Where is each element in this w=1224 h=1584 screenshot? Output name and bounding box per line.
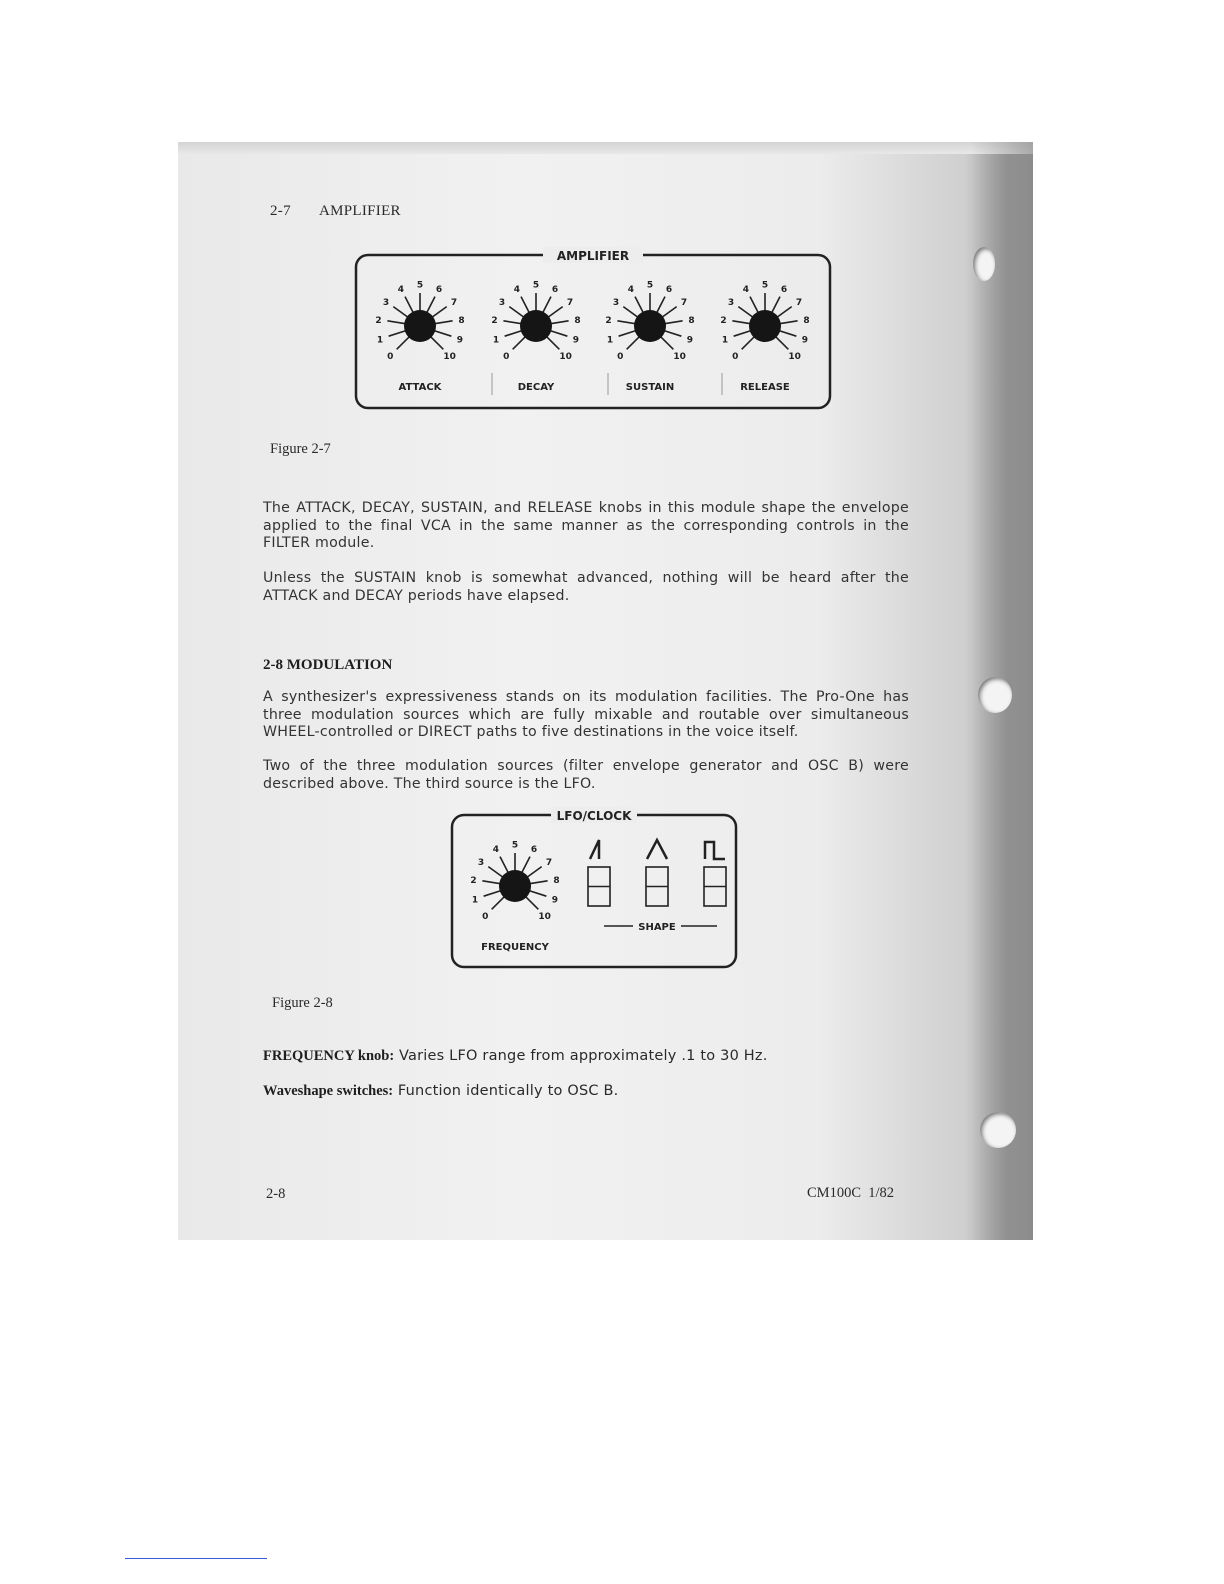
frequency-tick-label: 7 xyxy=(545,857,553,868)
attack-tick-label: 4 xyxy=(397,285,405,296)
frequency-tick-label: 1 xyxy=(471,895,479,906)
release-label: RELEASE xyxy=(740,382,790,393)
attack-tick-label: 1 xyxy=(376,335,384,346)
sustain-tick-label: 8 xyxy=(688,315,695,326)
attack-label: ATTACK xyxy=(398,382,442,393)
definition-text: Varies LFO range from approximately .1 to 30 Hz. xyxy=(394,1048,768,1064)
release-tick-label: 6 xyxy=(780,285,788,296)
definition-frequency xyxy=(263,1048,768,1065)
attack-knob[interactable] xyxy=(375,281,464,394)
document-code: CM100C 1/82 xyxy=(807,1185,895,1201)
decay-tick-label: 6 xyxy=(551,285,559,296)
attack-tick-label: 6 xyxy=(435,285,443,296)
sustain-tick-label: 4 xyxy=(627,285,635,296)
triangle-switch[interactable] xyxy=(646,867,668,906)
sustain-knob[interactable] xyxy=(605,281,694,394)
figure-2-8-caption: Figure 2-8 xyxy=(272,995,333,1011)
figure-2-7-caption: Figure 2-7 xyxy=(270,441,331,457)
sustain-label: SUSTAIN xyxy=(625,382,675,393)
sustain-knob-cap[interactable] xyxy=(634,310,666,342)
decay-tick-label: 5 xyxy=(532,280,540,291)
release-tick-label: 8 xyxy=(803,315,810,326)
sustain-tick-label: 9 xyxy=(686,335,694,346)
attack-tick-label: 3 xyxy=(382,297,390,308)
decay-knob[interactable] xyxy=(491,281,580,394)
sustain-tick-label: 6 xyxy=(665,285,673,296)
frequency-knob-cap[interactable] xyxy=(499,870,531,902)
release-tick-label: 10 xyxy=(788,352,801,363)
section-heading-modulation: 2-8 MODULATION xyxy=(263,657,393,673)
definition-term: Waveshape switches: xyxy=(263,1083,394,1099)
release-tick-label: 7 xyxy=(795,297,803,308)
paragraph-adsr: The ATTACK, DECAY, SUSTAIN, and RELEASE knobs in this module shape the envelope applied to the final VCA in the same manner as the corresponding controls in the FILTER module. xyxy=(263,500,909,551)
sustain-tick-label: 0 xyxy=(617,352,624,363)
release-tick-label: 1 xyxy=(721,335,729,346)
paragraph-lfo-source: Two of the three modulation sources (filter envelope generator and OSC B) were described above. The third source is the LFO. xyxy=(263,758,909,792)
release-tick-label: 0 xyxy=(732,352,739,363)
decay-tick-label: 4 xyxy=(513,285,521,296)
frequency-tick-label: 9 xyxy=(551,895,559,906)
frequency-tick-label: 4 xyxy=(492,845,500,856)
amplifier-panel-title: AMPLIFIER xyxy=(556,249,630,263)
sustain-tick-label: 3 xyxy=(612,297,620,308)
frequency-label: FREQUENCY xyxy=(481,942,549,953)
release-tick-label: 9 xyxy=(801,335,809,346)
square-switch[interactable] xyxy=(704,867,726,906)
link-underline xyxy=(125,1558,267,1559)
sustain-tick-label: 1 xyxy=(606,335,614,346)
scan-top-edge xyxy=(178,142,1033,154)
definition-text: Function identically to OSC B. xyxy=(393,1083,619,1099)
amplifier-panel xyxy=(350,245,836,415)
release-tick-label: 5 xyxy=(761,280,769,291)
decay-tick-label: 8 xyxy=(574,315,581,326)
release-tick-label: 2 xyxy=(720,315,727,326)
release-tick-label: 3 xyxy=(727,297,735,308)
sustain-tick-label: 10 xyxy=(673,352,686,363)
frequency-tick-label: 6 xyxy=(530,845,538,856)
decay-tick-label: 3 xyxy=(498,297,506,308)
sustain-tick-label: 5 xyxy=(646,280,654,291)
binder-hole-top xyxy=(973,247,995,281)
attack-tick-label: 2 xyxy=(375,315,382,326)
attack-tick-label: 8 xyxy=(458,315,465,326)
decay-tick-label: 9 xyxy=(572,335,580,346)
attack-tick-label: 9 xyxy=(456,335,464,346)
lfo-panel-title: LFO/CLOCK xyxy=(556,809,632,823)
sawtooth-switch[interactable] xyxy=(588,867,610,906)
definition-waveshape xyxy=(263,1083,618,1100)
lfo-clock-panel xyxy=(447,806,743,972)
release-knob[interactable] xyxy=(720,281,809,394)
decay-knob-cap[interactable] xyxy=(520,310,552,342)
page-number: 2-8 xyxy=(266,1186,286,1202)
decay-tick-label: 1 xyxy=(492,335,500,346)
definition-term: FREQUENCY knob: xyxy=(263,1048,395,1064)
paragraph-sustain: Unless the SUSTAIN knob is somewhat advanced, nothing will be heard after the ATTACK and DECAY periods have elapsed. xyxy=(263,570,909,604)
binder-hole-bottom xyxy=(980,1112,1016,1148)
sawtooth-icon xyxy=(590,840,599,859)
sustain-tick-label: 2 xyxy=(605,315,612,326)
triangle-icon xyxy=(647,840,667,859)
attack-tick-label: 10 xyxy=(443,352,456,363)
decay-tick-label: 7 xyxy=(566,297,574,308)
sustain-tick-label: 7 xyxy=(680,297,688,308)
paragraph-modulation: A synthesizer's expressiveness stands on its modulation facilities. The Pro-One has three modulation sources which are fully mixable and routable over simultaneous WHEEL-controlled or DIRECT paths to five destinations in the voice itself. xyxy=(263,689,909,740)
frequency-tick-label: 8 xyxy=(553,875,560,886)
square-icon xyxy=(705,842,725,859)
frequency-tick-label: 2 xyxy=(470,875,477,886)
release-knob-cap[interactable] xyxy=(749,310,781,342)
decay-tick-label: 0 xyxy=(503,352,510,363)
decay-tick-label: 10 xyxy=(559,352,572,363)
attack-knob-cap[interactable] xyxy=(404,310,436,342)
shape-label: SHAPE xyxy=(638,922,676,933)
release-tick-label: 4 xyxy=(742,285,750,296)
frequency-tick-label: 0 xyxy=(482,912,489,923)
attack-tick-label: 0 xyxy=(387,352,394,363)
frequency-tick-label: 10 xyxy=(538,912,551,923)
frequency-knob[interactable] xyxy=(470,841,559,954)
section-heading-amplifier xyxy=(270,203,401,220)
section-title: AMPLIFIER xyxy=(318,203,401,219)
decay-tick-label: 2 xyxy=(491,315,498,326)
attack-tick-label: 5 xyxy=(416,280,424,291)
attack-tick-label: 7 xyxy=(450,297,458,308)
binder-hole-middle xyxy=(978,677,1012,713)
section-number: 2-7 xyxy=(270,203,291,219)
decay-label: DECAY xyxy=(517,382,555,393)
frequency-tick-label: 5 xyxy=(511,840,519,851)
frequency-tick-label: 3 xyxy=(477,857,485,868)
